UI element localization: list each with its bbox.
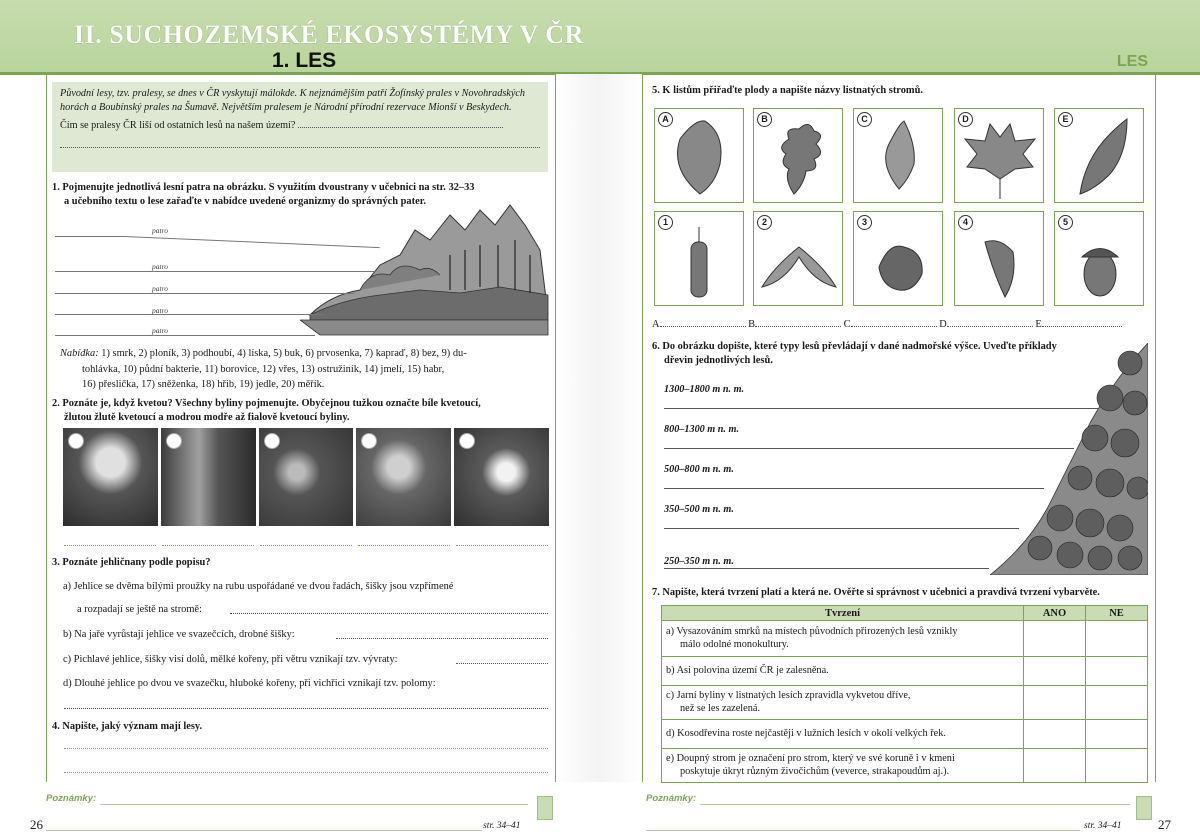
answer-dots[interactable]	[660, 318, 746, 327]
yes-cell[interactable]	[1024, 657, 1086, 686]
fruit-badge: 1	[658, 215, 673, 230]
fruit-card	[654, 211, 744, 306]
fruit-badge: 3	[857, 215, 872, 230]
mountain-slope-illustration	[990, 343, 1148, 575]
chapter-title: II. SUCHOZEMSKÉ EKOSYSTÉMY V ČR	[74, 20, 584, 49]
answer-dots[interactable]	[60, 139, 540, 148]
answer-dots[interactable]	[64, 708, 548, 709]
task1-line1: 1. Pojmenujte jednotlivá lesní patra na obrázku. S využitím dvoustrany v učebnici na str. 32–33	[52, 182, 475, 193]
layer-label: patro	[152, 326, 168, 335]
no-cell[interactable]	[1086, 749, 1148, 783]
answer-letter: A	[652, 319, 660, 330]
page-reference: str. 34–41	[483, 821, 521, 831]
fruit-card	[753, 211, 843, 306]
flower-photo	[161, 428, 256, 526]
statement-line: poskytuje úkryt různým živočichům (veverce, strakapoudům aj.).	[680, 765, 950, 777]
fruit-badge: 5	[1058, 215, 1073, 230]
statement-line: málo odolné monokultury.	[680, 638, 789, 650]
statement-line: b) Asi polovina území ČR je zalesněna.	[666, 664, 829, 676]
chapter-subtitle: 1. LES	[272, 49, 337, 72]
altitude-answer-line[interactable]	[664, 568, 989, 569]
task-7-title	[652, 586, 1100, 600]
footer-notes-line[interactable]	[700, 804, 1130, 805]
mark-circle[interactable]	[166, 433, 182, 449]
flower-answer-line[interactable]	[456, 545, 548, 546]
page-number: 26	[30, 817, 43, 832]
altitude-label: 1300–1800 m n. m.	[664, 384, 745, 395]
table-row	[662, 686, 1148, 720]
answer-dots[interactable]	[64, 772, 548, 773]
section-tag: LES	[1116, 53, 1148, 70]
intro-text: Původní lesy, tzv. pralesy, se dnes v ČR vyskytují málokde. K nejznámějším patří Žofínský prales v Novohradských horách a Boubínský prales na Šumavě. Největším pralesem je Národní přírodní rezervace Mionší v Beskydech.	[60, 88, 525, 113]
col-statement: Tvrzení	[662, 606, 1024, 621]
footer-base-line	[46, 830, 482, 831]
answer-dots[interactable]	[947, 318, 1033, 327]
statements-table	[661, 605, 1148, 783]
yes-cell[interactable]	[1024, 749, 1086, 783]
intro-question-text: Čím se pralesy ČR liší od ostatních lesů na našem území?	[60, 120, 296, 131]
task-4-title	[52, 720, 202, 734]
statement-line: d) Kosodřevina roste nejčastěji v lužních lesích v okolí velkých řek.	[666, 727, 946, 739]
mark-circle[interactable]	[361, 433, 377, 449]
mark-circle[interactable]	[264, 433, 280, 449]
layer-label: patro	[152, 262, 168, 271]
answer-dots[interactable]	[755, 318, 841, 327]
statement-line: e) Doupný strom je označení pro strom, který ve své koruně i v kmeni	[666, 753, 955, 764]
offer-line1: 1) smrk, 2) ploník, 3) podhoubí, 4) líska, 5) buk, 6) prvosenka, 7) kapraď, 8) bez, 9) du-	[101, 348, 467, 359]
leaf-card	[654, 108, 744, 203]
statement-line: a) Vysazováním smrků na místech původních přirozených lesů vznikly	[666, 626, 958, 637]
leaf-card	[954, 108, 1044, 203]
flower-answer-line[interactable]	[358, 545, 450, 546]
tree-answers	[652, 318, 1152, 332]
intro-box	[52, 82, 548, 172]
no-cell[interactable]	[1086, 621, 1148, 657]
fruit-card	[853, 211, 943, 306]
flower-photo	[259, 428, 354, 526]
task3-title: 3. Poznáte jehličnany podle popisu?	[52, 557, 211, 568]
flower-answer-line[interactable]	[260, 545, 352, 546]
answer-letter: E	[1035, 319, 1042, 330]
statement-cell	[662, 686, 1024, 720]
leaf-badge: A	[658, 112, 673, 127]
footer-notes-label: Poznámky:	[646, 793, 697, 804]
answer-dots[interactable]	[298, 119, 503, 128]
publisher-logo-icon	[1136, 796, 1152, 820]
footer-notes-line[interactable]	[100, 804, 528, 805]
answer-dots[interactable]	[456, 663, 548, 664]
answer-dots[interactable]	[851, 318, 937, 327]
task6-line2: dřevin jednotlivých lesů.	[664, 355, 773, 366]
leaf-badge: D	[958, 112, 973, 127]
table-row	[662, 657, 1148, 686]
yes-cell[interactable]	[1024, 720, 1086, 749]
mark-circle[interactable]	[68, 433, 84, 449]
flower-photo	[63, 428, 158, 526]
altitude-answer-line[interactable]	[664, 448, 1074, 449]
answer-dots[interactable]	[64, 748, 548, 749]
layer-answer-line[interactable]	[55, 293, 355, 294]
publisher-logo-icon	[537, 796, 553, 820]
footer-notes-label: Poznámky:	[46, 793, 97, 804]
statement-cell	[662, 657, 1024, 686]
forest-layers-illustration	[300, 195, 550, 340]
altitude-answer-line[interactable]	[664, 488, 1044, 489]
layer-label: patro	[152, 226, 168, 235]
task6-line1: 6. Do obrázku dopište, které typy lesů převládají v dané nadmořské výšce. Uveďte příklady	[652, 341, 1057, 352]
no-cell[interactable]	[1086, 720, 1148, 749]
fruit-badge: 4	[958, 215, 973, 230]
altitude-answer-line[interactable]	[664, 408, 1099, 409]
answer-letter: D	[939, 319, 947, 330]
layer-answer-line[interactable]	[55, 236, 125, 237]
statement-cell	[662, 720, 1024, 749]
statement-cell	[662, 621, 1024, 657]
col-yes: ANO	[1024, 606, 1086, 621]
intro-question	[60, 119, 540, 133]
page-header	[0, 0, 1200, 74]
page-reference: str. 34–41	[1084, 821, 1122, 831]
leaf-badge: C	[857, 112, 872, 127]
task3-a-line1: a) Jehlice se dvěma bílými proužky na rubu uspořádané ve dvou řadách, šišky jsou vzpřímené	[63, 581, 454, 592]
flower-answer-line[interactable]	[162, 545, 254, 546]
task3-b: b) Na jaře vyrůstají jehlice ve svazečcích, drobné šišky:	[63, 629, 295, 640]
statement-line: než se les zazelená.	[680, 702, 761, 714]
yes-cell[interactable]	[1024, 621, 1086, 657]
flower-photo	[356, 428, 451, 526]
page-number: 27	[1158, 817, 1171, 832]
leaf-card	[853, 108, 943, 203]
layer-answer-line[interactable]	[55, 335, 315, 336]
statement-cell	[662, 749, 1024, 783]
flower-photo	[454, 428, 549, 526]
task-3-title	[52, 556, 210, 570]
table-row	[662, 621, 1148, 657]
offer-line2: tohlávka, 10) půdní bakterie, 11) borovice, 12) vřes, 13) ostružiník, 14) jmelí, 15) habr,	[82, 363, 445, 375]
task3-c: c) Pichlavé jehlice, šišky visí dolů, mělké kořeny, při větru vznikají tzv. vývraty:	[63, 654, 398, 665]
altitude-label: 500–800 m n. m.	[664, 464, 734, 475]
altitude-label: 350–500 m n. m.	[664, 504, 734, 515]
layer-label: patro	[152, 306, 168, 315]
flower-photos	[63, 428, 549, 526]
altitude-label: 800–1300 m n. m.	[664, 424, 739, 435]
answer-dots[interactable]	[1042, 318, 1122, 327]
offer-label: Nabídka:	[60, 348, 99, 359]
task1-line2: a učebního textu o lese zařaďte v nabídce uvedené organizmy do správných pater.	[64, 196, 426, 207]
task-2	[52, 397, 552, 425]
leaf-badge: E	[1058, 112, 1073, 127]
no-cell[interactable]	[1086, 657, 1148, 686]
col-no: NE	[1086, 606, 1148, 621]
task3-d: d) Dlouhé jehlice po dvou ve svazečku, hluboké kořeny, při vichřici vznikají tzv. polomy:	[63, 678, 436, 689]
task2-line2: žlutou žlutě kvetoucí a modrou modře až fialově kvetoucí byliny.	[64, 412, 350, 423]
offer-line3: 16) přeslička, 17) sněženka, 18) hřib, 19) jedle, 20) měřík.	[82, 379, 325, 390]
fruit-card	[954, 211, 1044, 306]
altitude-label: 250–350 m n. m.	[664, 556, 734, 567]
answer-letter: C	[843, 319, 851, 330]
answer-dots[interactable]	[230, 613, 548, 614]
task2-line1: 2. Poznáte je, když kvetou? Všechny byliny pojmenujte. Obyčejnou tužkou označte bíle kvetoucí,	[52, 398, 481, 409]
table-row	[662, 749, 1148, 783]
no-cell[interactable]	[1086, 686, 1148, 720]
mark-circle[interactable]	[459, 433, 475, 449]
layer-label: patro	[152, 284, 168, 293]
fruit-badge: 2	[757, 215, 772, 230]
yes-cell[interactable]	[1024, 686, 1086, 720]
task5-title: 5. K listům přiřaďte plody a napište názvy listnatých stromů.	[652, 85, 923, 96]
layer-answer-line[interactable]	[55, 314, 325, 315]
offer-list	[60, 346, 552, 393]
task3-a-line2: a rozpadají se ještě na stromě:	[77, 604, 202, 615]
task7-title: 7. Napište, která tvrzení platí a která ne. Ověřte si správnost v učebnici a pravdivá tvrzení vybarvěte.	[652, 587, 1100, 598]
leaf-badge: B	[757, 112, 772, 127]
layer-answer-line[interactable]	[55, 271, 375, 272]
leaf-card	[1054, 108, 1144, 203]
footer-base-line	[646, 830, 1080, 831]
table-row	[662, 720, 1148, 749]
statement-line: c) Jarní byliny v listnatých lesích zpravidla vykvetou dříve,	[666, 690, 911, 701]
answer-letter: B	[748, 319, 756, 330]
table-header-row	[662, 606, 1148, 621]
task-5-title	[652, 84, 923, 98]
leaf-card	[753, 108, 843, 203]
task4-title: 4. Napište, jaký význam mají lesy.	[52, 721, 203, 732]
answer-dots[interactable]	[336, 638, 548, 639]
flower-answer-line[interactable]	[64, 545, 156, 546]
altitude-answer-line[interactable]	[664, 528, 1019, 529]
book-spine	[556, 74, 642, 782]
fruit-card	[1054, 211, 1144, 306]
